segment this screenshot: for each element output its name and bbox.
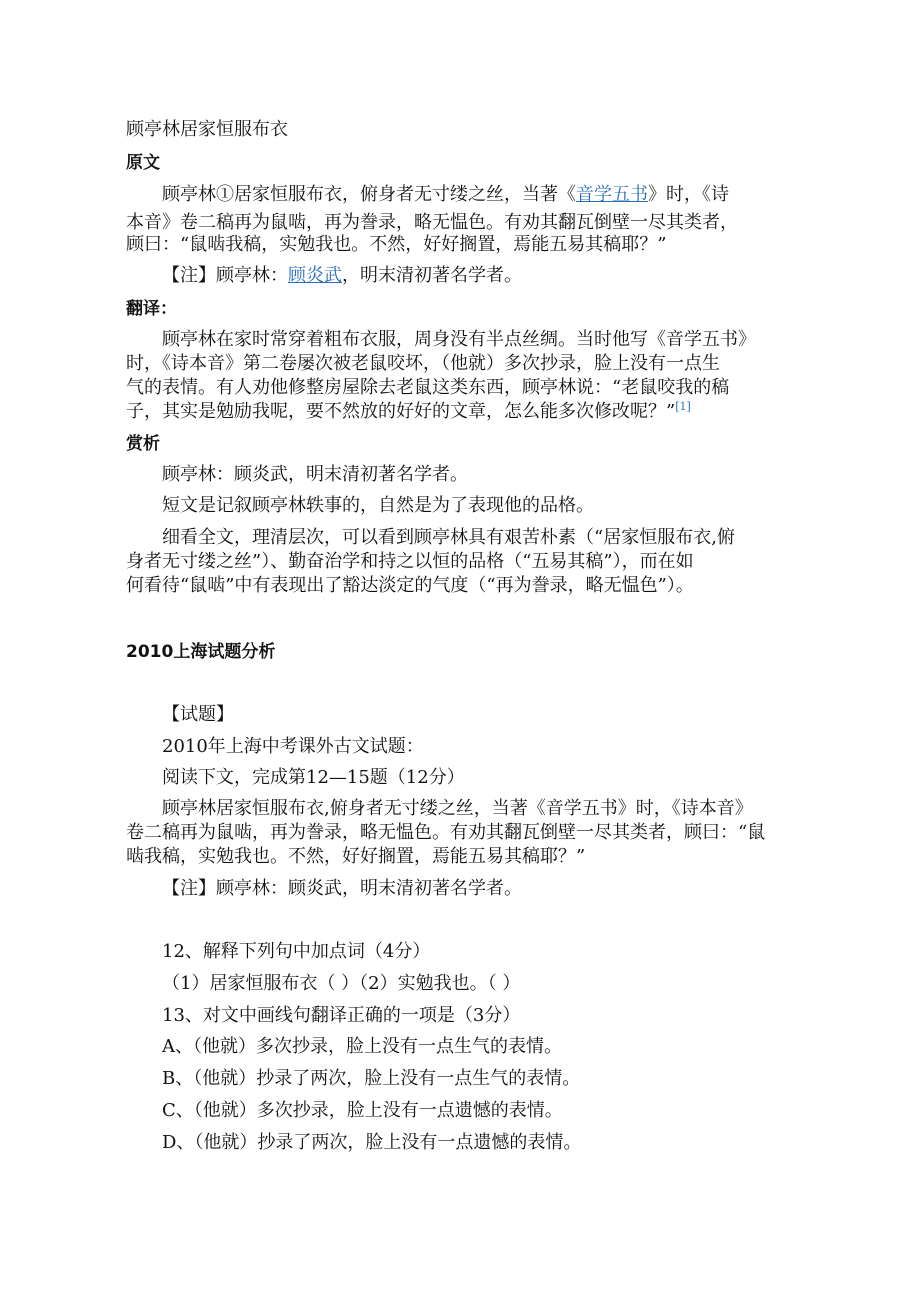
doc-title: 顾亭林居家恒服布衣: [126, 119, 288, 140]
exam-instruction: 阅读下文，完成第12—15题（12分）: [162, 767, 465, 788]
link-yinxue-wushu[interactable]: 音学五书: [576, 184, 648, 205]
section-heading-analysis: 2010上海试题分析: [126, 642, 276, 662]
fanyi-line: [126, 400, 691, 424]
shangxi-paragraph: 顾亭林：顾炎武，明末清初著名学者。: [162, 464, 468, 485]
yuanwen-line: 本音》卷二稿再为鼠啮，再为誊录，略无愠色。有劝其翻瓦倒壁一尽其类者，: [126, 212, 738, 233]
shangxi-paragraph: 短文是记叙顾亭林轶事的，自然是为了表现他的品格。: [162, 495, 594, 516]
footnote-ref[interactable]: [1]: [675, 400, 691, 413]
section-heading-shangxi: 赏析: [126, 434, 160, 454]
option-d: D、（他就）抄录了两次，脸上没有一点遗憾的表情。: [162, 1132, 582, 1153]
question-12: 12、解释下列句中加点词（4分）: [162, 941, 431, 962]
shangxi-line: 细看全文，理清层次，可以看到顾亭林具有艰苦朴素（“居家恒服布衣,俯: [162, 527, 735, 548]
yuanwen-line: [162, 183, 729, 207]
section-heading-yuanwen: 原文: [126, 153, 160, 173]
shangxi-line: 何看待“鼠啮”中有表现出了豁达淡定的气度（“再为誊录，略无愠色”）。: [126, 575, 694, 596]
exam-title: 2010年上海中考课外古文试题：: [162, 736, 424, 757]
link-gu-yanwu[interactable]: 顾炎武: [288, 265, 342, 286]
yuanwen-note: [162, 264, 522, 288]
fanyi-line: 时，《诗本音》第二卷屡次被老鼠咬坏，（他就）多次抄录，脸上没有一点生: [126, 353, 720, 374]
text-span: ，明末清初著名学者。: [342, 265, 522, 286]
option-b: B、（他就）抄录了两次，脸上没有一点生气的表情。: [162, 1068, 581, 1089]
text-span: 子，其实是勉励我呢，要不然放的好好的文章，怎么能多次修改呢？”: [126, 401, 676, 422]
text-span: 【注】顾亭林：: [162, 265, 288, 286]
option-a: A、（他就）多次抄录，脸上没有一点生气的表情。: [162, 1036, 562, 1057]
question-12-items: （1）居家恒服布衣（ ）（2）实勉我也。（ ）: [162, 973, 521, 994]
fanyi-line: 顾亭林在家时常穿着粗布衣服，周身没有半点丝绸。当时他写《音学五书》: [162, 329, 756, 350]
fanyi-line: 气的表情。有人劝他修整房屋除去老鼠这类东西，顾亭林说：“老鼠咬我的稿: [126, 377, 730, 398]
text-span: 》时，《诗: [648, 184, 729, 205]
yuanwen-line: 顾曰：“鼠啮我稿，实勉我也。不然，好好搁置，焉能五易其稿耶？”: [126, 234, 667, 255]
text-span: 顾亭林①居家恒服布衣，俯身者无寸缕之丝，当著《: [162, 184, 576, 205]
passage-line: 顾亭林居家恒服布衣,俯身者无寸缕之丝，当著《音学五书》时，《诗本音》: [162, 798, 753, 819]
question-13: 13、对文中画线句翻译正确的一项是（3分）: [162, 1005, 521, 1026]
passage-line: 卷二稿再为鼠啮，再为誊录，略无愠色。有劝其翻瓦倒壁一尽其类者，顾曰：“鼠: [126, 822, 766, 843]
passage-line: 啮我稿，实勉我也。不然，好好搁置，焉能五易其稿耶？”: [126, 846, 586, 867]
shangxi-line: 身者无寸缕之丝”）、勤奋治学和持之以恒的品格（“五易其稿”），而在如: [126, 551, 694, 572]
section-heading-fanyi: 翻译：: [126, 299, 177, 319]
exam-label: 【试题】: [162, 704, 234, 725]
passage-note: 【注】顾亭林：顾炎武，明末清初著名学者。: [162, 878, 522, 899]
option-c: C、（他就）多次抄录，脸上没有一点遗憾的表情。: [162, 1100, 563, 1121]
